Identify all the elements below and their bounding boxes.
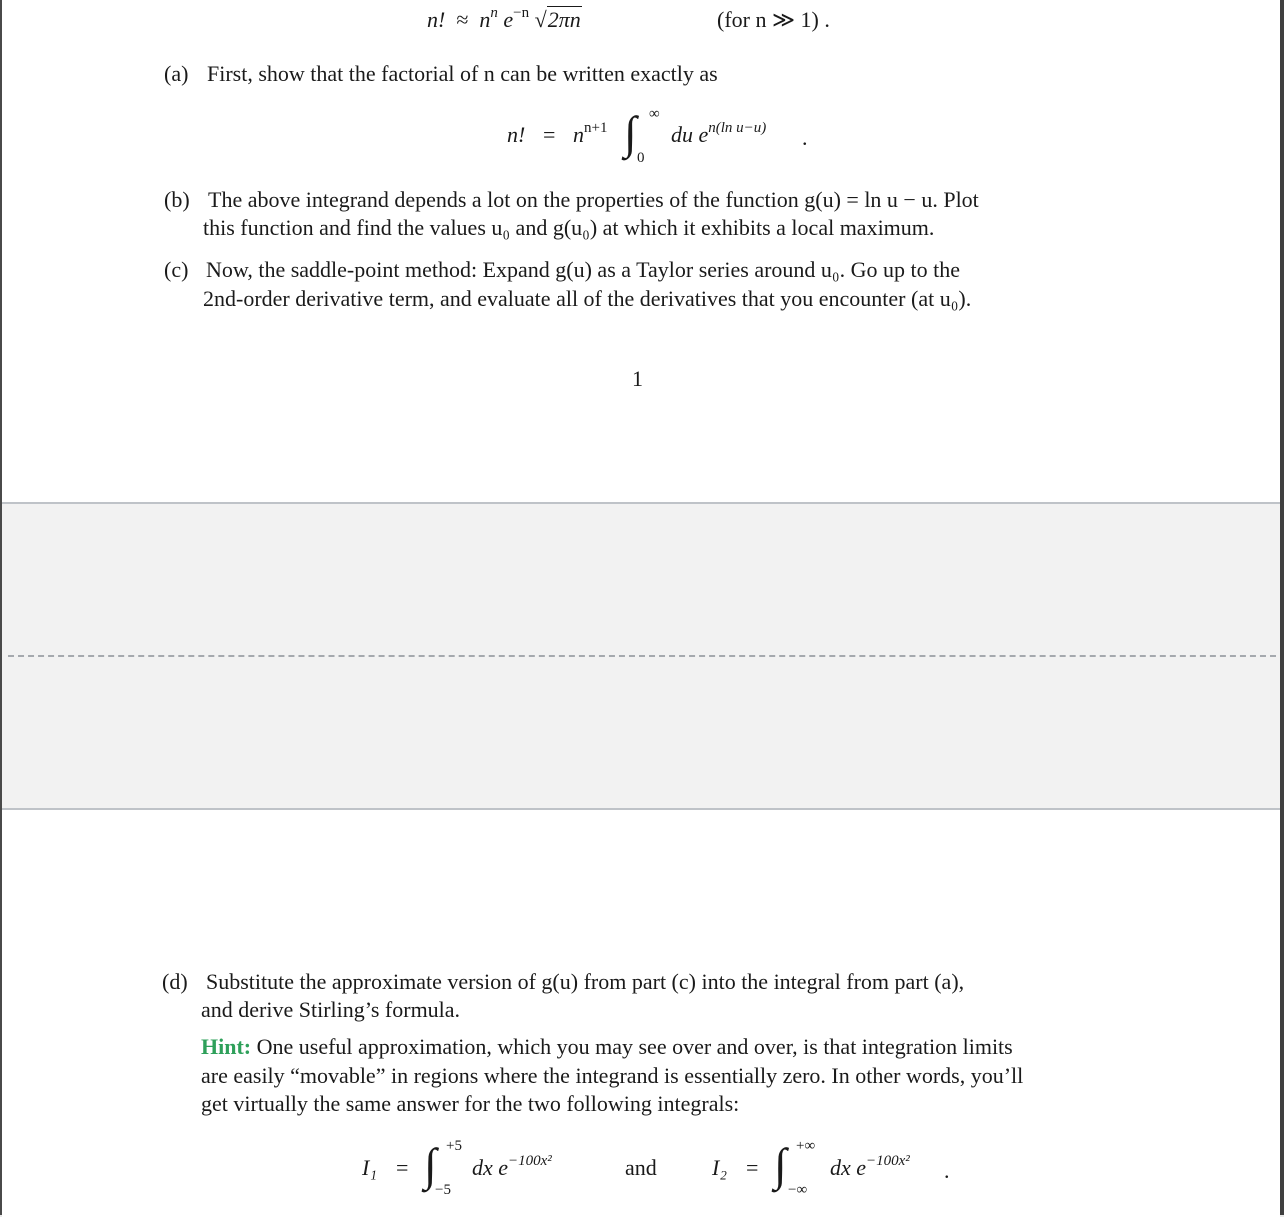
i1-upper-limit: +5 [446,1138,462,1154]
eq-a-base: n [573,122,584,147]
i1-exp: −100x² [508,1153,552,1169]
page-gap [2,504,1280,808]
eq-a-upper-limit: ∞ [649,106,660,122]
i1-equation [362,1138,602,1208]
sqrt-symbol: √ [534,7,547,32]
i2-lhs: I₂ [712,1155,727,1180]
part-c-line1: Now, the saddle-point method: Expand g(u) as a Taylor series around u₀. Go up to the [206,257,960,282]
part-b-label: (b) [164,187,190,212]
part-a-label: (a) [164,61,189,86]
i2-integrand: dx e [830,1155,867,1180]
i1-integrand: dx e [472,1155,509,1180]
stirling-n: n [479,7,491,32]
page-number: 1 [632,366,643,391]
stirling-equation [427,6,582,37]
part-d-line1: Substitute the approximate version of g(u) from part (c) into the integral from part (a), [206,969,965,994]
i1-lhs: I₁ [362,1155,377,1180]
viewer-left-border [0,0,2,1215]
part-b-line2: this function and find the values u₀ and g(u₀) at which it exhibits a local maximum. [203,215,935,240]
part-d-label: (d) [162,969,188,994]
i2-exp: −100x² [866,1153,910,1169]
document-page-1 [2,0,1280,504]
part-d-line2: and derive Stirling’s formula. [201,997,461,1022]
part-c-line2: 2nd-order derivative term, and evaluate all of the derivatives that you encounter (at u₀). [203,286,972,311]
stirling-condition: (for n ≫ 1) . [717,7,830,32]
page-break-line [8,655,1276,657]
stirling-n-exp: n [490,5,498,21]
hint-label: Hint: [201,1034,252,1059]
eq-a-integrand: du e [671,122,709,147]
part-b-line1: The above integrand depends a lot on the properties of the function g(u) = ln u − u. Plot [208,187,979,212]
and-word: and [625,1155,657,1180]
i2-lower-limit: −∞ [788,1182,808,1198]
stirling-lhs: n! [427,7,446,32]
hint-line3: get virtually the same answer for the two following integrals: [201,1091,740,1116]
document-page-2 [2,808,1280,1217]
eq-a-equals: = [543,122,556,147]
i1-lower-limit: −5 [435,1182,451,1198]
eq-a-integrand-exp: n(ln u−u) [708,120,767,136]
i2-equals: = [746,1155,759,1180]
hint-line2: are easily “movable” in regions where the integrand is essentially zero. In other words, you’ll [201,1063,1024,1088]
eq-a-lower-limit: 0 [637,150,645,166]
integral-sign-icon: ∫ [774,1139,787,1190]
i1-equals: = [396,1155,409,1180]
viewer-scrollbar[interactable] [1280,0,1284,1215]
sqrt-arg: 2πn [547,7,581,32]
i2-equation [712,1138,972,1208]
part-a-text: First, show that the factorial of n can be written exactly as [207,61,718,86]
i2-upper-limit: +∞ [796,1138,816,1154]
hint-line1: One useful approximation, which you may see over and over, is that integration limits [256,1034,1013,1059]
eq-a-base-exp: n+1 [584,120,608,136]
i2-end: . [944,1158,950,1183]
eq-a-lhs: n! [507,122,526,147]
stirling-e-exp: −n [513,5,530,21]
approx-symbol: ≈ [456,7,469,32]
stirling-e: e [503,7,514,32]
part-c-label: (c) [164,257,189,282]
part-a-equation [507,108,827,178]
eq-a-end: . [802,125,808,150]
integral-sign-icon: ∫ [624,107,637,158]
integral-sign-icon: ∫ [424,1139,437,1190]
